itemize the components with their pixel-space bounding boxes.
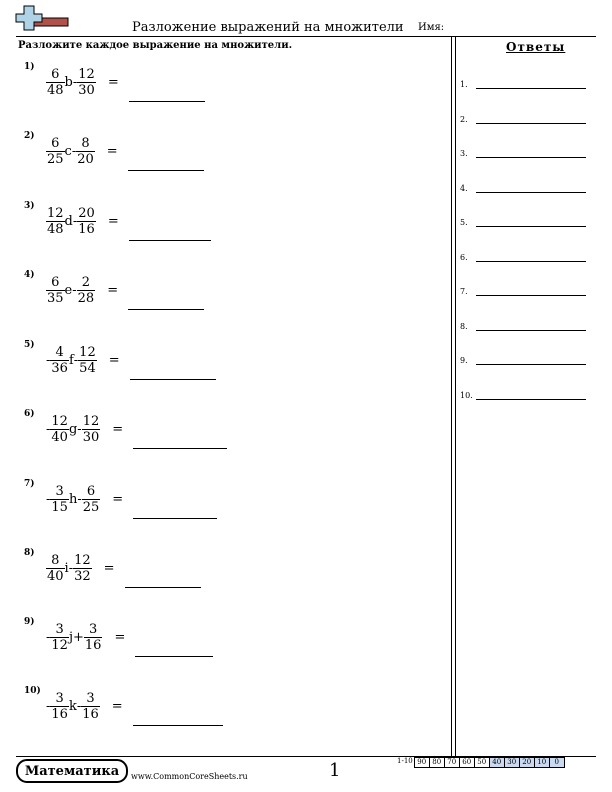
operator: - [72,282,77,298]
numerator: 3 [55,621,64,637]
expression [46,203,211,239]
problem-number: 6) [24,409,35,419]
answer-line[interactable] [476,330,586,331]
page-number: 1 [329,760,341,781]
score-cell: 70 [444,757,460,768]
fraction [50,622,69,653]
score-cell: 20 [519,757,535,768]
score-cell: 60 [459,757,475,768]
leading-sign: - [46,629,51,645]
answer-line[interactable] [476,261,586,262]
numerator: 8 [81,135,90,151]
denominator: 48 [47,221,64,237]
answer-row-8 [460,322,590,334]
answer-line[interactable] [476,399,586,400]
denominator: 15 [51,499,68,515]
expression [46,64,205,100]
answer-number: 3. [460,149,468,158]
denominator: 25 [82,499,100,515]
answer-blank[interactable] [133,518,217,519]
instructions: Разложите каждое выражение на множители. [18,40,293,51]
score-range-label: 1-10 [397,757,413,765]
fraction [77,67,96,98]
score-cell: 90 [414,757,430,768]
site-url: www.CommonCoreSheets.ru [131,772,248,781]
leading-sign: - [46,491,51,507]
answer-blank[interactable] [129,240,211,241]
variable: g [68,421,78,437]
score-cell: 40 [489,757,505,768]
equals-sign: = [107,213,119,229]
fraction [46,67,65,98]
operator: - [72,213,78,229]
problem-number: 10) [24,686,41,696]
numerator: 6 [51,274,60,290]
numerator: 12 [79,344,96,360]
fraction [77,275,96,306]
fraction [50,414,69,445]
fraction [73,553,92,584]
operator: - [71,143,77,159]
fraction [82,414,101,445]
leading-sign: - [46,698,51,714]
answer-number: 1. [460,80,468,89]
equals-sign: = [107,282,119,298]
answer-line[interactable] [476,157,586,158]
problem-number: 9) [24,617,35,627]
expression [46,342,216,378]
operator: - [68,560,74,576]
fraction [46,553,65,584]
variable: c [64,143,72,159]
answer-row-2 [460,115,590,127]
numerator: 20 [78,205,95,221]
answer-row-5 [460,218,590,230]
denominator: 30 [82,429,100,445]
denominator: 16 [78,221,95,237]
problem-number: 7) [24,479,35,489]
variable: b [64,74,73,90]
equals-sign: = [112,421,124,437]
header-divider [16,36,596,37]
score-table [396,757,565,768]
score-cell: 80 [429,757,445,768]
denominator: 16 [82,706,99,722]
numerator: 6 [86,483,96,499]
variable: k [68,698,77,714]
fraction [81,691,100,722]
fraction [76,136,95,167]
numerator: 3 [89,621,98,637]
fraction [77,206,96,237]
denominator: 32 [74,568,91,584]
numerator: 12 [78,66,95,82]
numerator: 12 [51,413,68,429]
variable: j [68,629,73,645]
brand-badge: Математика [16,759,128,783]
answer-blank[interactable] [129,101,205,102]
answer-number: 5. [460,218,468,227]
equals-sign: = [108,352,120,368]
denominator: 16 [84,637,102,653]
denominator: 12 [51,637,68,653]
denominator: 40 [47,568,64,584]
answer-row-6 [460,253,590,265]
answer-line[interactable] [476,226,586,227]
answer-blank[interactable] [130,379,216,380]
numerator: 3 [55,483,64,499]
problem-number: 1) [24,62,35,72]
answer-line[interactable] [476,192,586,193]
equals-sign: = [112,491,124,507]
operator: - [72,74,78,90]
answer-blank[interactable] [135,656,213,657]
equals-sign: = [103,560,115,576]
denominator: 25 [47,151,64,167]
score-cell: 30 [504,757,520,768]
operator: + [72,629,84,645]
denominator: 16 [51,706,68,722]
operator: - [73,352,79,368]
variable: e [64,282,73,298]
fraction [78,345,97,376]
answers-title: Ответы [506,40,566,54]
fraction [84,622,103,653]
leading-sign: - [46,352,51,368]
answer-blank[interactable] [125,587,201,588]
numerator: 2 [81,274,91,290]
numerator: 3 [55,690,64,706]
variable: i [64,560,69,576]
numerator: 6 [51,66,60,82]
fraction [50,345,69,376]
expression [46,619,213,655]
operator: - [77,491,82,507]
denominator: 54 [79,360,96,376]
page-title: Разложение выражений на множители [132,20,404,35]
expression [46,133,204,169]
answer-line[interactable] [476,295,586,296]
answer-line[interactable] [476,364,586,365]
answer-row-3 [460,149,590,161]
answer-line[interactable] [476,123,586,124]
equals-sign: = [106,143,118,159]
denominator: 30 [78,82,95,98]
variable: d [64,213,73,229]
denominator: 20 [77,151,94,167]
expression [46,272,204,308]
denominator: 36 [51,360,68,376]
equals-sign: = [111,698,123,714]
answer-number: 6. [460,252,468,262]
score-cell: 0 [549,757,565,768]
answer-number: 9. [460,356,468,365]
expression [46,481,217,517]
answer-number: 4. [460,183,468,193]
score-cell: 50 [474,757,490,768]
answer-blank[interactable] [128,309,204,310]
column-divider [451,36,452,756]
numerator: 8 [51,552,60,568]
operator: - [76,698,82,714]
answer-number: 10. [460,390,473,400]
answer-row-9 [460,356,590,368]
fraction [50,484,69,515]
expression [46,550,201,586]
numerator: 6 [51,135,60,151]
answer-blank[interactable] [133,448,227,449]
answer-row-1 [460,80,590,92]
numerator: 12 [74,552,91,568]
numerator: 3 [86,690,95,706]
denominator: 40 [51,429,68,445]
variable: h [68,491,78,507]
expression [46,688,223,724]
plus-logo-icon [14,4,72,38]
denominator: 35 [47,290,64,306]
denominator: 48 [47,82,64,98]
answer-blank[interactable] [128,170,204,171]
answer-row-4 [460,184,590,196]
numerator: 12 [82,413,100,429]
column-divider [455,36,456,756]
numerator: 12 [47,205,64,221]
problem-number: 2) [24,131,35,141]
answer-number: 2. [460,114,468,124]
variable: f [68,352,74,368]
answer-row-7 [460,287,590,299]
problem-number: 4) [24,270,35,280]
numerator: 4 [55,344,64,360]
leading-sign: - [46,421,51,437]
answer-line[interactable] [476,88,586,89]
fraction [46,275,65,306]
fraction [82,484,101,515]
expression [46,411,227,447]
operator: - [77,421,82,437]
fraction [50,691,69,722]
answer-blank[interactable] [133,725,223,726]
problem-number: 5) [24,340,35,350]
denominator: 28 [77,290,95,306]
answer-number: 7. [460,287,468,296]
fraction [46,206,65,237]
problem-number: 8) [24,548,35,558]
answer-row-10 [460,391,590,403]
equals-sign: = [107,74,119,90]
problem-number: 3) [24,201,35,211]
equals-sign: = [114,629,126,645]
name-label: Имя: [418,22,445,33]
fraction [46,136,65,167]
score-cell: 10 [534,757,550,768]
answer-number: 8. [460,321,468,331]
